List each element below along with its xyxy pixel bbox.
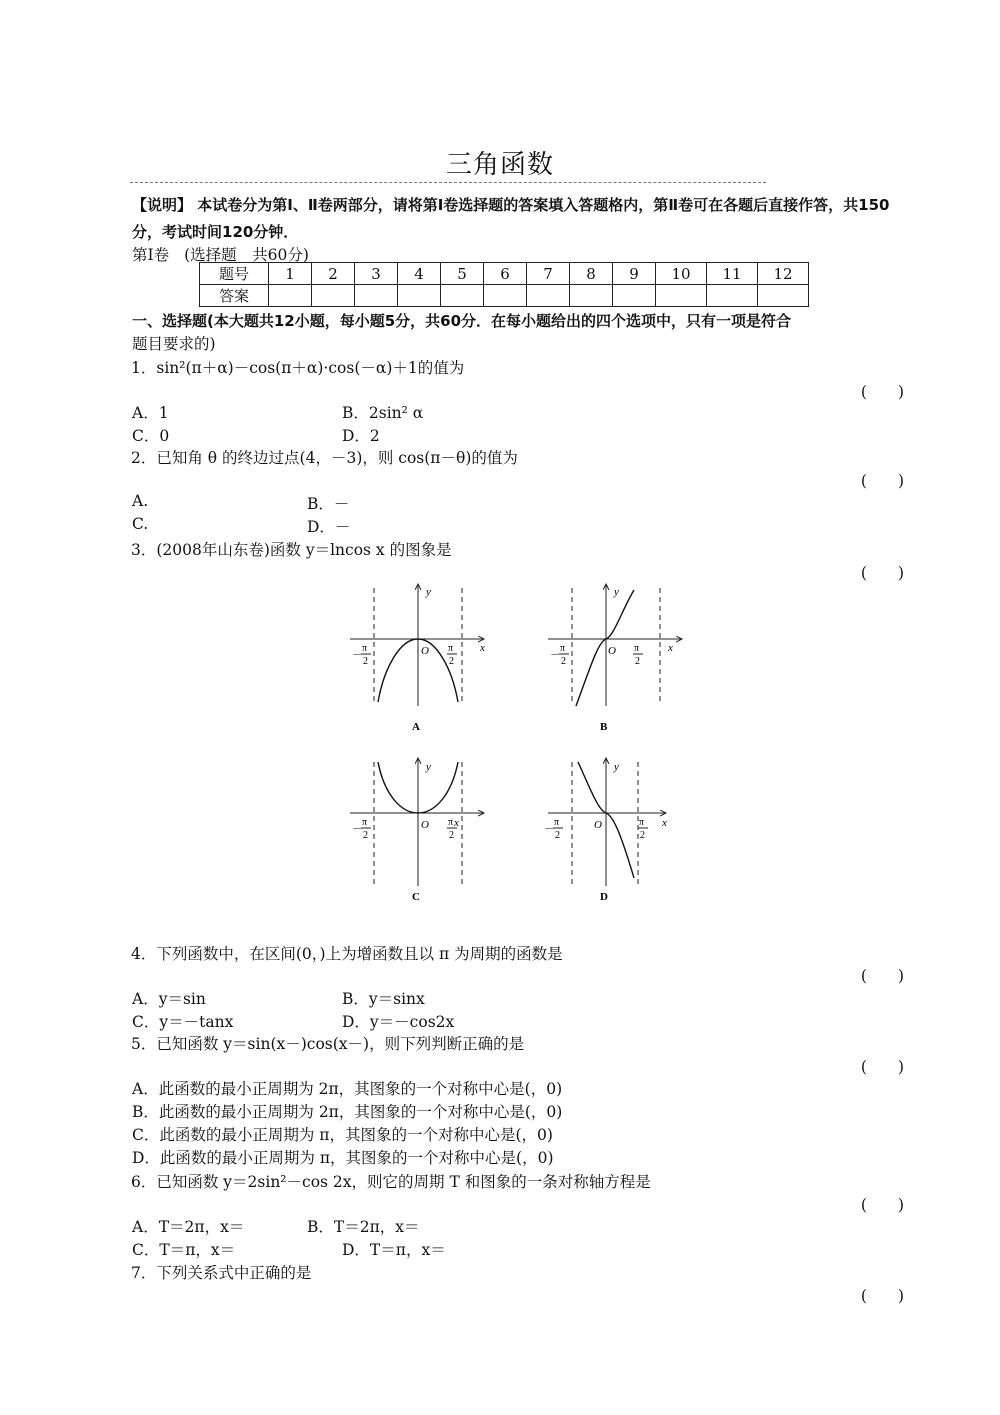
row-label-answer: 答案 (200, 285, 269, 307)
q6-answer-blank[interactable]: ( ) (860, 1196, 904, 1214)
section1-text-1: 一、选择题(本大题共12小题，每小题5分，共60分．在每小题给出的四个选项中，只有一项是符合 (132, 312, 792, 330)
graph-b (548, 584, 682, 733)
q6-option-d: D．T＝π，x＝ (342, 1241, 446, 1259)
row-label-number: 题号 (200, 263, 269, 285)
q1-option-b: B．2sin² α (342, 404, 424, 422)
answer-cell[interactable] (570, 285, 613, 307)
q5-option-d: D．此函数的最小正周期为 π，其图象的一个对称中心是(，0) (132, 1149, 554, 1167)
answer-cell[interactable] (527, 285, 570, 307)
two-label: 2 (449, 830, 454, 841)
answer-cell[interactable] (441, 285, 484, 307)
question-number: 6 (484, 263, 527, 285)
pi-label: π (639, 817, 645, 828)
q5-answer-blank[interactable]: ( ) (860, 1058, 904, 1076)
q2-option-a: A. (132, 492, 149, 510)
q4-option-d: D．y＝－cos2x (342, 1013, 455, 1031)
two-label: 2 (555, 830, 560, 841)
y-label: y (426, 761, 431, 773)
y-label: y (426, 586, 431, 598)
page-title: 三角函数 (445, 150, 554, 180)
q2-stem: 2．已知角 θ 的终边过点(4，－3)，则 cos(π－θ)的值为 (131, 449, 518, 467)
question-number: 8 (570, 263, 613, 285)
origin-label: O (608, 645, 616, 657)
two-label: 2 (635, 656, 640, 667)
section1-line2: 题目要求的) (132, 335, 216, 353)
q4-option-a: A．y＝sin (132, 990, 206, 1008)
answer-cell[interactable] (758, 285, 809, 307)
part1-desc: (选择题 共60分) (184, 246, 309, 264)
q1-stem: 1．sin²(π＋α)－cos(π＋α)·cos(－α)＋1的值为 (131, 359, 465, 377)
answer-cell[interactable] (613, 285, 656, 307)
instructions-text: 本试卷分为第Ⅰ、Ⅱ卷两部分，请将第Ⅰ卷选择题的答案填入答题格内，第Ⅱ卷可在各题后直接作答，共150分，考试时间120分钟． (132, 196, 890, 241)
answer-cell[interactable] (398, 285, 441, 307)
question-number: 12 (758, 263, 809, 285)
origin-label: O (421, 645, 429, 657)
y-label: y (614, 586, 619, 598)
graph-label: A (412, 721, 420, 733)
question-number: 11 (707, 263, 758, 285)
question-number: 1 (269, 263, 312, 285)
q6-option-c: C．T＝π，x＝ (132, 1241, 236, 1259)
graph-c (350, 758, 484, 903)
minus-sign: － (352, 649, 363, 661)
question-number: 7 (527, 263, 570, 285)
q1-option-d: D．2 (342, 427, 380, 445)
q7-stem: 7．下列关系式中正确的是 (131, 1264, 312, 1282)
answer-cell[interactable] (707, 285, 758, 307)
x-label: x (454, 817, 459, 829)
q2-answer-blank[interactable]: ( ) (860, 472, 904, 490)
question-number: 2 (312, 263, 355, 285)
q6-option-b: B．T＝2π，x＝ (307, 1218, 420, 1236)
answer-cell[interactable] (269, 285, 312, 307)
graph-a (350, 584, 485, 733)
answer-table-answer-row (200, 285, 809, 307)
answer-table-number-row (200, 263, 809, 285)
q3-stem: 3．(2008年山东卷)函数 y＝lncos x 的图象是 (131, 541, 452, 559)
x-label: x (480, 642, 485, 654)
question-number: 4 (398, 263, 441, 285)
curve (576, 590, 634, 706)
answer-cell[interactable] (656, 285, 707, 307)
two-label: 2 (363, 656, 368, 667)
two-label: 2 (449, 656, 454, 667)
q2-option-c: C. (132, 515, 149, 533)
q4-option-c: C．y＝－tanx (132, 1013, 234, 1031)
q5-option-c: C．此函数的最小正周期为 π，其图象的一个对称中心是(，0) (132, 1126, 553, 1144)
answer-cell[interactable] (355, 285, 398, 307)
pi-label: π (448, 817, 454, 828)
q6-option-a: A．T＝2π，x＝ (132, 1218, 245, 1236)
question-number: 10 (656, 263, 707, 285)
pi-label: π (362, 817, 368, 828)
q1-option-a: A．1 (132, 404, 169, 422)
graph-label: B (600, 721, 608, 733)
q4-option-b: B．y＝sinx (342, 990, 425, 1008)
graph-d (544, 758, 667, 903)
q1-answer-blank[interactable]: ( ) (860, 383, 904, 401)
minus-sign: － (352, 823, 363, 835)
origin-label: O (594, 819, 602, 831)
q2-option-b: B．－ (307, 495, 350, 513)
origin-label: O (421, 819, 429, 831)
q3-answer-blank[interactable]: ( ) (860, 564, 904, 582)
q4-stem: 4．下列函数中，在区间(0，)上为增函数且以 π 为周期的函数是 (131, 945, 563, 963)
pi-label: π (634, 643, 640, 654)
instructions (132, 192, 912, 246)
x-label: x (668, 642, 673, 654)
question-number: 3 (355, 263, 398, 285)
answer-cell[interactable] (484, 285, 527, 307)
question-number: 5 (441, 263, 484, 285)
q7-answer-blank[interactable]: ( ) (860, 1287, 904, 1305)
q6-stem: 6．已知函数 y＝2sin²－cos 2x，则它的周期 T 和图象的一条对称轴方程是 (131, 1173, 651, 1191)
answer-table (199, 262, 809, 307)
q3-graphs (340, 578, 690, 908)
q5-stem: 5．已知函数 y＝sin(x－)cos(x－)，则下列判断正确的是 (131, 1035, 525, 1053)
graph-label: C (412, 891, 420, 903)
two-label: 2 (640, 830, 645, 841)
two-label: 2 (363, 830, 368, 841)
y-label: y (614, 761, 619, 773)
q4-answer-blank[interactable]: ( ) (860, 967, 904, 985)
minus-sign: － (544, 823, 555, 835)
title-divider (130, 182, 766, 183)
instructions-label: 【说明】 (132, 196, 193, 214)
two-label: 2 (561, 656, 566, 667)
q2-option-d: D．－ (307, 518, 351, 536)
q5-option-b: B．此函数的最小正周期为 2π，其图象的一个对称中心是(，0) (132, 1103, 563, 1121)
x-label: x (662, 817, 667, 829)
question-number: 9 (613, 263, 656, 285)
pi-label: π (560, 643, 566, 654)
section1-line1 (132, 310, 791, 331)
minus-sign: － (550, 649, 561, 661)
pi-label: π (362, 643, 368, 654)
q5-option-a: A．此函数的最小正周期为 2π，其图象的一个对称中心是(，0) (132, 1080, 563, 1098)
pi-label: π (448, 643, 454, 654)
answer-cell[interactable] (312, 285, 355, 307)
q1-option-c: C．0 (132, 427, 170, 445)
pi-label: π (554, 817, 560, 828)
part1-label: 第Ⅰ卷 (132, 246, 170, 264)
graph-label: D (600, 891, 608, 903)
